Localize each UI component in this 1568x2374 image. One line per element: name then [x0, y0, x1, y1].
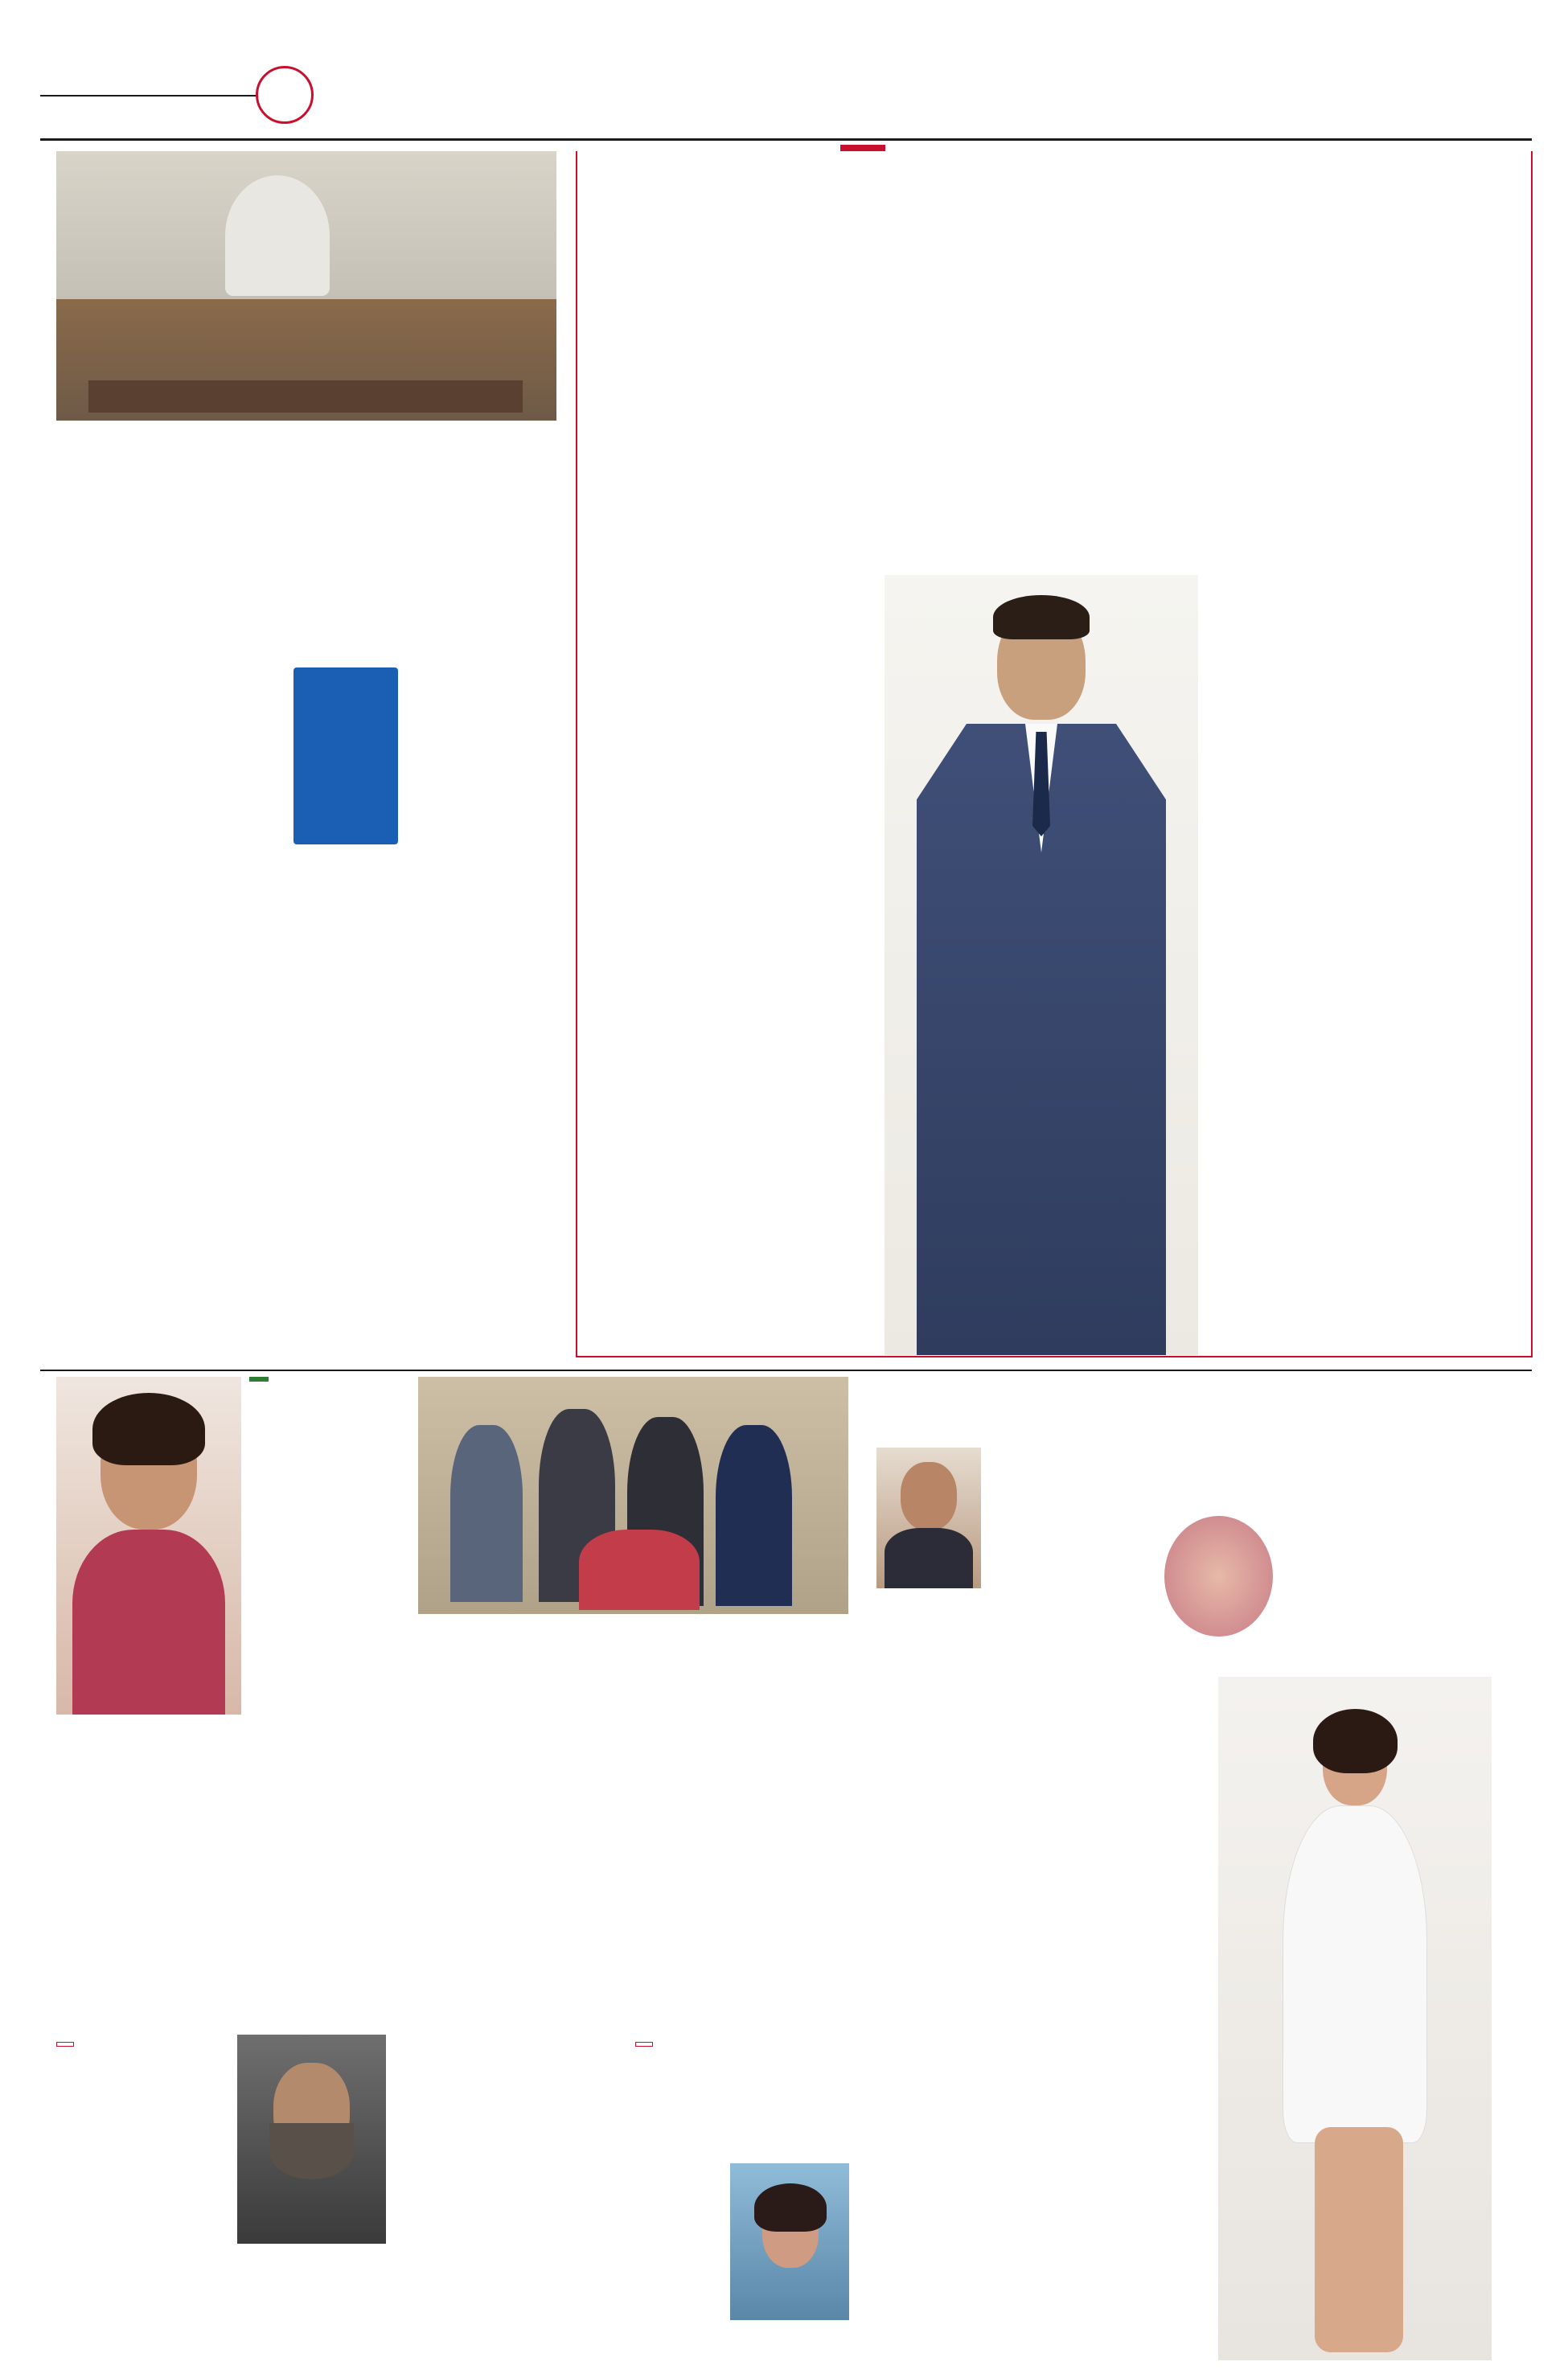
richa-body	[876, 2101, 1198, 2342]
chador-photo	[418, 1377, 848, 1614]
shahrukh-body	[402, 2101, 615, 2342]
habib-body	[56, 2109, 232, 2342]
suchanda-tag	[249, 1377, 269, 1382]
memorial-side-box	[293, 667, 398, 844]
habib-tag	[56, 2035, 74, 2050]
memorial-body-col2b	[406, 669, 556, 1341]
suchanda-photo	[56, 1377, 241, 1715]
newspaper-logo	[1122, 56, 1532, 137]
memorial-body-col1	[56, 492, 280, 1341]
suchanda-body-lower	[56, 1721, 241, 2011]
memorial-body-col2a	[291, 492, 556, 665]
interview-tag	[840, 145, 885, 151]
jyotika-body	[635, 2107, 848, 2340]
bigboss-body	[876, 1448, 1086, 1830]
jyotika-tag	[635, 2035, 653, 2050]
suchanda-body	[249, 1448, 404, 2011]
richa-photo	[1218, 1677, 1492, 2360]
interview-col2-top	[891, 354, 1190, 571]
hair-shape	[993, 595, 1090, 639]
masthead	[0, 0, 1568, 145]
habib-photo	[237, 2035, 386, 2244]
interview-col1	[590, 354, 880, 1349]
memorial-event-photo	[56, 151, 556, 421]
siam-portrait	[885, 575, 1198, 1355]
portrait-backdrop	[225, 175, 330, 296]
chador-body	[418, 1665, 848, 1851]
interview-col3	[1205, 354, 1521, 1349]
page-number-badge	[256, 66, 314, 124]
